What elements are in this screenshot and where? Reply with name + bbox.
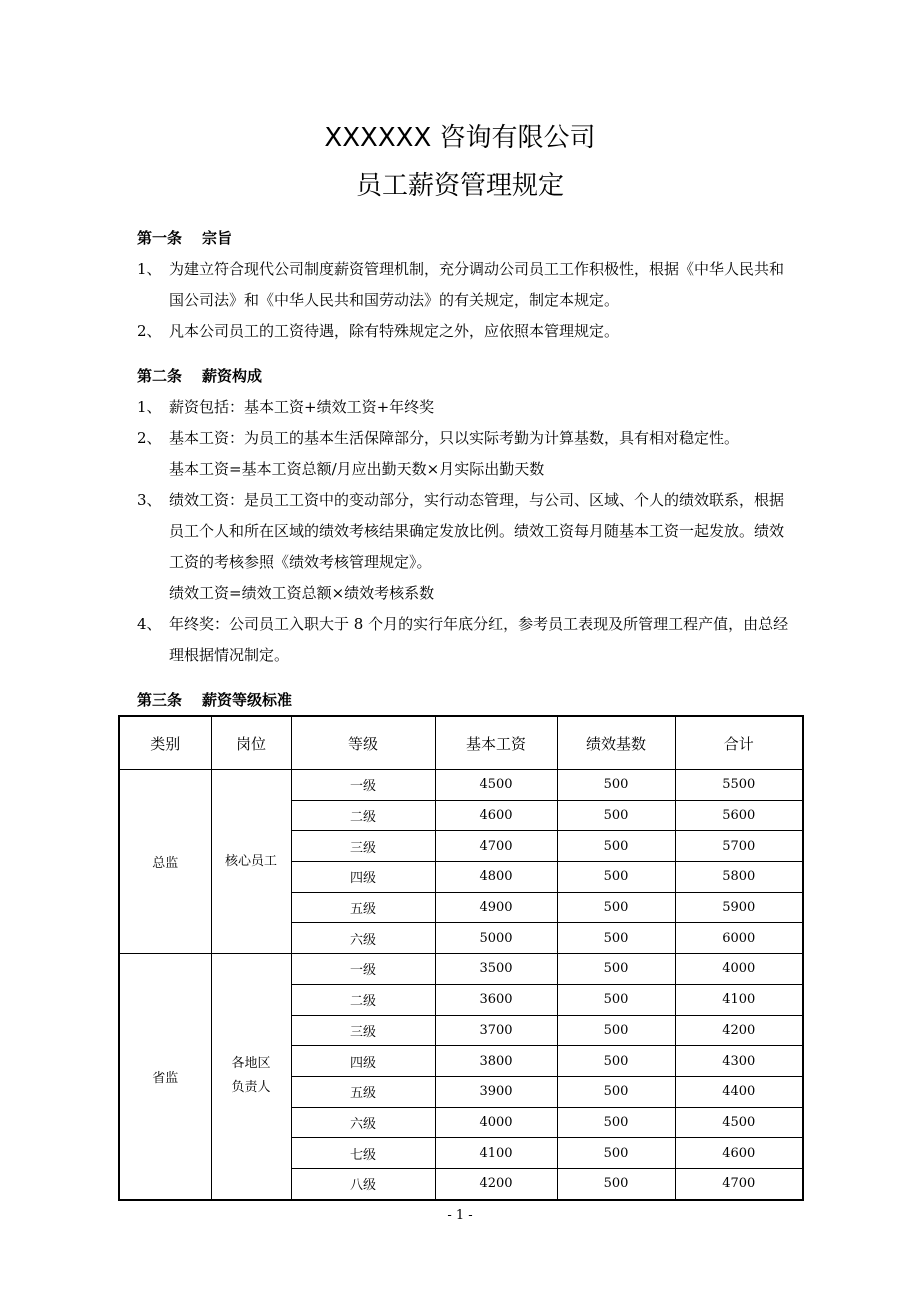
total-cell: 5900 (675, 892, 803, 923)
level-cell: 四级 (291, 862, 435, 893)
base-salary-cell: 4700 (435, 831, 557, 862)
base-salary-cell: 3900 (435, 1076, 557, 1107)
section-number: 第二条 (137, 367, 183, 385)
clause-item (137, 254, 797, 316)
level-cell: 一级 (291, 770, 435, 801)
total-cell: 4300 (675, 1046, 803, 1077)
performance-base-cell: 500 (557, 1076, 675, 1107)
column-header: 基本工资 (435, 716, 557, 770)
column-header: 绩效基数 (557, 716, 675, 770)
level-cell: 四级 (291, 1046, 435, 1077)
level-cell: 三级 (291, 831, 435, 862)
performance-base-cell: 500 (557, 892, 675, 923)
clause-text: 薪资包括：基本工资+绩效工资+年终奖 (169, 398, 435, 416)
base-salary-cell: 5000 (435, 923, 557, 954)
performance-base-cell: 500 (557, 923, 675, 954)
column-header: 合计 (675, 716, 803, 770)
table-header-row (119, 716, 803, 770)
position-cell: 各地区 负责人 (211, 954, 291, 1200)
level-cell: 三级 (291, 1015, 435, 1046)
company-title: XXXXXX 咨询有限公司 (324, 123, 596, 153)
level-cell: 二级 (291, 984, 435, 1015)
total-cell: 4000 (675, 954, 803, 985)
section-2-heading (137, 366, 262, 386)
column-header: 岗位 (211, 716, 291, 770)
clause-text: 基本工资：为员工的基本生活保障部分，只以实际考勤为计算基数，具有相对稳定性。 (169, 429, 740, 447)
level-cell: 五级 (291, 1076, 435, 1107)
clause-text: 凡本公司员工的工资待遇，除有特殊规定之外，应依照本管理规定。 (169, 322, 620, 340)
clause-item (137, 609, 797, 671)
level-cell: 六级 (291, 923, 435, 954)
level-cell: 六级 (291, 1107, 435, 1138)
performance-base-cell: 500 (557, 1015, 675, 1046)
column-header: 类别 (119, 716, 211, 770)
page-number: - 1 - (447, 1208, 473, 1223)
total-cell: 5600 (675, 800, 803, 831)
clause-item (137, 485, 797, 578)
total-cell: 6000 (675, 923, 803, 954)
base-salary-cell: 4800 (435, 862, 557, 893)
performance-base-cell: 500 (557, 831, 675, 862)
total-cell: 4500 (675, 1107, 803, 1138)
base-salary-cell: 4600 (435, 800, 557, 831)
clause-number: 2、 (137, 429, 162, 447)
formula-base-salary: 基本工资=基本工资总额/月应出勤天数×月实际出勤天数 (169, 460, 545, 478)
table-row (119, 954, 803, 985)
formula-performance-salary: 绩效工资=绩效工资总额×绩效考核系数 (169, 584, 435, 602)
total-cell: 4600 (675, 1138, 803, 1169)
clause-text: 为建立符合现代公司制度薪资管理机制，充分调动公司员工工作积极性，根据《中华人民共和国公司法》和《中华人民共和国劳动法》的有关规定，制定本规定。 (169, 260, 785, 309)
level-cell: 五级 (291, 892, 435, 923)
total-cell: 4200 (675, 1015, 803, 1046)
total-cell: 4100 (675, 984, 803, 1015)
salary-grade-table (118, 715, 804, 1201)
table-body (119, 770, 803, 1200)
total-cell: 5700 (675, 831, 803, 862)
section-heading-text: 宗旨 (202, 229, 233, 247)
section-3-heading (137, 690, 292, 710)
clause-number: 1、 (137, 398, 162, 416)
performance-base-cell: 500 (557, 800, 675, 831)
section-heading-text: 薪资构成 (202, 367, 263, 385)
category-cell: 总监 (119, 770, 211, 954)
section-1-heading (137, 228, 232, 248)
clause-number: 3、 (137, 491, 162, 509)
clause-text: 绩效工资：是员工工资中的变动部分，实行动态管理，与公司、区域、个人的绩效联系，根据员工个人和所在区域的绩效考核结果确定发放比例。绩效工资每月随基本工资一起发放。绩效工资的考核参照《绩效考核管理规定》。 (169, 491, 785, 571)
table-row (119, 770, 803, 801)
clause-number: 2、 (137, 322, 162, 340)
performance-base-cell: 500 (557, 1168, 675, 1199)
base-salary-cell: 3800 (435, 1046, 557, 1077)
performance-base-cell: 500 (557, 984, 675, 1015)
base-salary-cell: 4000 (435, 1107, 557, 1138)
total-cell: 4400 (675, 1076, 803, 1107)
section-2-body (137, 392, 797, 671)
total-cell: 5500 (675, 770, 803, 801)
section-number: 第一条 (137, 229, 183, 247)
base-salary-cell: 4200 (435, 1168, 557, 1199)
document-title: 员工薪资管理规定 (355, 171, 564, 201)
total-cell: 5800 (675, 862, 803, 893)
level-cell: 七级 (291, 1138, 435, 1169)
clause-item (137, 316, 797, 347)
performance-base-cell: 500 (557, 954, 675, 985)
base-salary-cell: 3700 (435, 1015, 557, 1046)
base-salary-cell: 4500 (435, 770, 557, 801)
clause-number: 1、 (137, 260, 162, 278)
clause-text: 年终奖：公司员工入职大于 8 个月的实行年底分红，参考员工表现及所管理工程产值，由总经理根据情况制定。 (169, 615, 789, 664)
clause-item (137, 423, 797, 454)
section-number: 第三条 (137, 691, 183, 709)
category-cell: 省监 (119, 954, 211, 1200)
section-1-body (137, 254, 797, 347)
clause-item (137, 392, 797, 423)
performance-base-cell: 500 (557, 862, 675, 893)
base-salary-cell: 4100 (435, 1138, 557, 1169)
level-cell: 一级 (291, 954, 435, 985)
performance-base-cell: 500 (557, 1138, 675, 1169)
base-salary-cell: 3600 (435, 984, 557, 1015)
performance-base-cell: 500 (557, 1046, 675, 1077)
column-header: 等级 (291, 716, 435, 770)
level-cell: 八级 (291, 1168, 435, 1199)
level-cell: 二级 (291, 800, 435, 831)
performance-base-cell: 500 (557, 770, 675, 801)
total-cell: 4700 (675, 1168, 803, 1199)
base-salary-cell: 4900 (435, 892, 557, 923)
base-salary-cell: 3500 (435, 954, 557, 985)
position-cell: 核心员工 (211, 770, 291, 954)
clause-number: 4、 (137, 615, 162, 633)
section-heading-text: 薪资等级标准 (202, 691, 293, 709)
performance-base-cell: 500 (557, 1107, 675, 1138)
